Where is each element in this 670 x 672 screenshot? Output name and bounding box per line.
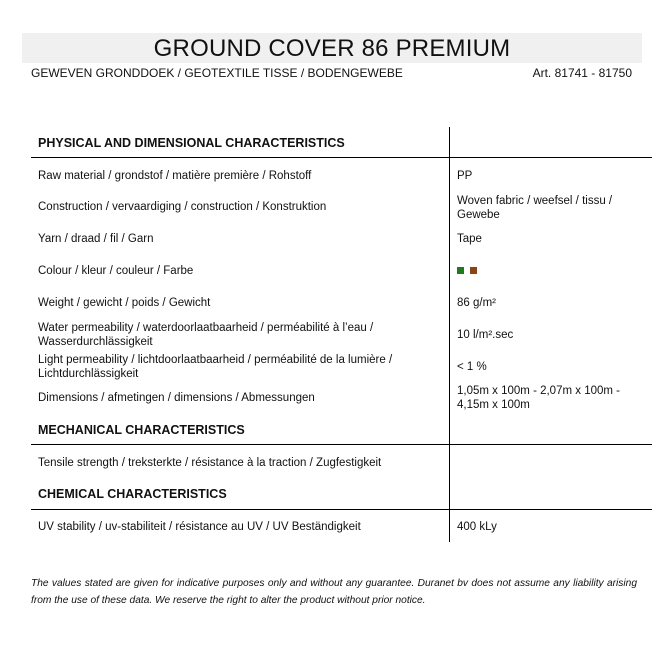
section-heading-chemical: CHEMICAL CHARACTERISTICS (38, 487, 227, 501)
row-value-colour (457, 264, 642, 278)
row-label-dimensions: Dimensions / afmetingen / dimensions / Abmessungen (38, 392, 315, 404)
disclaimer-text: The values stated are given for indicative purposes only and without any guarantee. Duranet bv does not assume any liability arising from the use of these data. We reserve the right to alter the product without prior notice. (31, 578, 637, 606)
row-value-raw-material: PP (457, 170, 473, 182)
row-value-uv-stability: 400 kLy (457, 521, 497, 533)
section-rule-chemical (31, 509, 652, 510)
row-value-light-permeability: < 1 % (457, 361, 487, 373)
row-label-yarn: Yarn / draad / fil / Garn (38, 233, 154, 245)
article-number: Art. 81741 - 81750 (532, 66, 632, 80)
row-label-weight: Weight / gewicht / poids / Gewicht (38, 297, 211, 309)
green-swatch-icon (457, 267, 464, 274)
row-label-water-permeability: Water permeability / waterdoorlaatbaarheid / perméabilité à l’eau / Wasserdurchlässigkeit (38, 322, 374, 348)
page-title: GROUND COVER 86 PREMIUM (153, 35, 511, 62)
row-label-construction: Construction / vervaardiging / construction / Konstruktion (38, 201, 327, 213)
row-value-dimensions: 1,05m x 100m - 2,07m x 100m - 4,15m x 100m (457, 385, 620, 411)
product-subtitle: GEWEVEN GRONDDOEK / GEOTEXTILE TISSE / BODENGEWEBE (31, 66, 403, 80)
row-value-water-permeability: 10 l/m².sec (457, 329, 514, 341)
column-divider (449, 127, 450, 542)
section-heading-physical: PHYSICAL AND DIMENSIONAL CHARACTERISTICS (38, 136, 345, 150)
row-value-construction: Woven fabric / weefsel / tissu / Gewebe (457, 195, 613, 221)
row-label-colour: Colour / kleur / couleur / Farbe (38, 265, 194, 277)
section-rule-physical (31, 157, 652, 158)
row-label-light-permeability: Light permeability / lichtdoorlaatbaarheid / perméabilité de la lumière / Lichtdurchlässigkeit (38, 354, 393, 380)
brown-swatch-icon (470, 267, 477, 274)
row-label-uv-stability: UV stability / uv-stabiliteit / résistance au UV / UV Beständigkeit (38, 521, 361, 533)
row-label-raw-material: Raw material / grondstof / matière première / Rohstoff (38, 170, 312, 182)
section-rule-mechanical (31, 444, 652, 445)
row-value-yarn: Tape (457, 233, 482, 245)
section-heading-mechanical: MECHANICAL CHARACTERISTICS (38, 423, 245, 437)
row-value-weight: 86 g/m² (457, 297, 496, 309)
title-bar (22, 33, 642, 63)
row-label-tensile-strength: Tensile strength / treksterkte / résistance à la traction / Zugfestigkeit (38, 457, 382, 469)
